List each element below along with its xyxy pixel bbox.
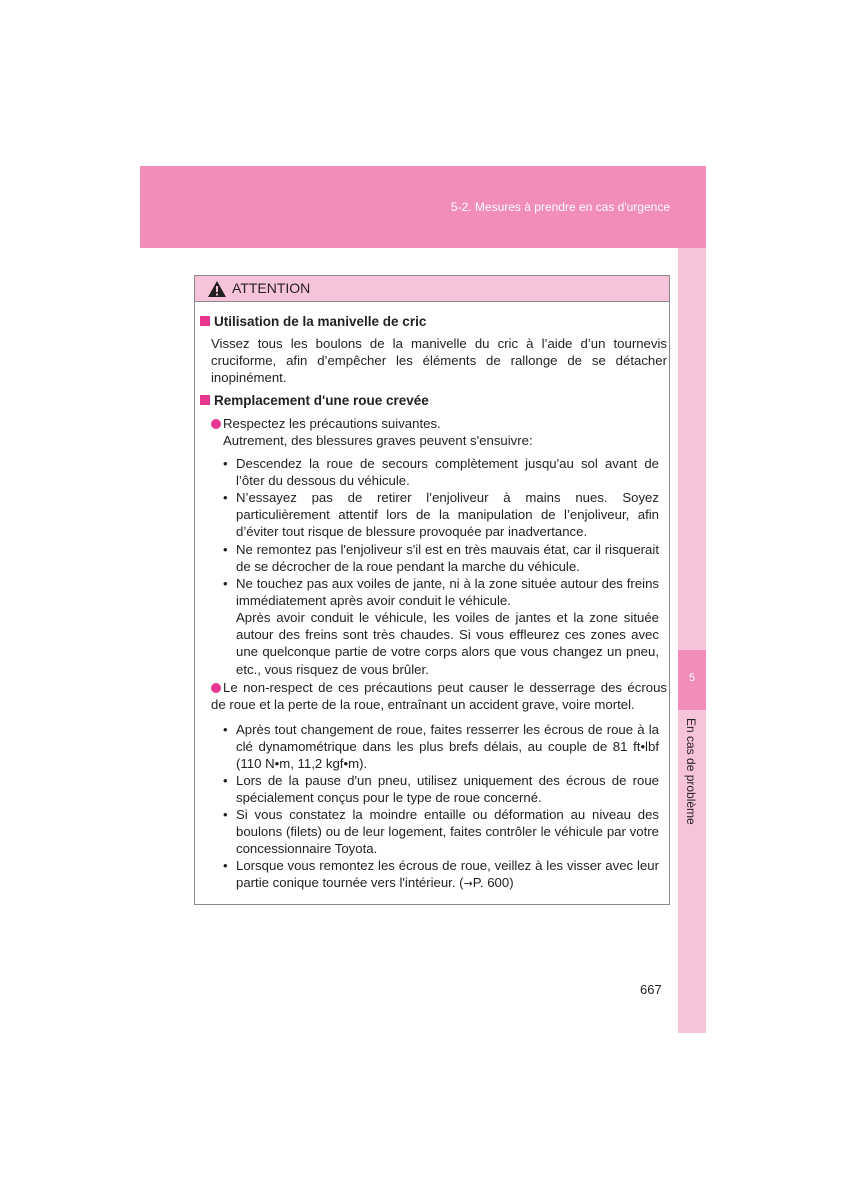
paragraph: Après avoir conduit le véhicule, les voiles de jantes et la zone située autour des freins sont très chaudes. Si vous effleurez ces zones avec une quelconque partie de votre corps alors que vous changez un pneu, etc., vous risquez de vous brûler. bbox=[236, 610, 659, 677]
page-reference[interactable]: P. 600) bbox=[472, 875, 514, 891]
paragraph: Vissez tous les boulons de la manivelle du cric à l’aide d’un tournevis cruciforme, afin d’empêcher les éléments de rallonge de se détacher inopinément. bbox=[211, 336, 667, 386]
list-item: • Après tout changement de roue, faites resserrer les écrous de roue à la clé dynamométrique dans les plus brefs délais, au couple de 81 ft•lbf (110 N•m, 11,2 kgf•m). bbox=[223, 722, 659, 772]
chapter-side-tab bbox=[678, 248, 706, 1033]
list-item: • Lorsque vous remontez les écrous de roue, veillez à les visser avec leur partie conique tournée vers l'intérieur. (→P. 600) bbox=[223, 858, 659, 891]
warning-triangle-icon bbox=[207, 280, 227, 298]
list-item: • Si vous constatez la moindre entaille ou déformation au niveau des boulons (filets) ou de leur logement, faites contrôler le véhicule par votre concessionnaire Toyota. bbox=[223, 807, 659, 857]
section-heading: Remplacement d'une roue crevée bbox=[200, 392, 429, 409]
list-item: • Ne remontez pas l'enjoliveur s'il est en très mauvais état, car il risquerait de se décrocher de la roue pendant la marche du véhicule. bbox=[223, 542, 659, 575]
warning-box bbox=[194, 275, 670, 905]
chapter-label: En cas de problème bbox=[684, 718, 698, 825]
section-header-band bbox=[140, 166, 706, 248]
list-item: • Ne touchez pas aux voiles de jante, ni à la zone située autour des freins immédiatement après avoir conduit le véhicule. bbox=[223, 576, 659, 609]
section-title: 5-2. Mesures à prendre en cas d'urgence bbox=[450, 200, 670, 214]
list-item: • Descendez la roue de secours complètement jusqu'au sol avant de l’ôter du dessous du véhicule. bbox=[223, 456, 659, 489]
circle-item: Respectez les précautions suivantes. bbox=[211, 415, 667, 432]
warning-title: ATTENTION bbox=[232, 280, 311, 296]
list-item: • Lors de la pause d'un pneu, utilisez uniquement des écrous de roue spécialement conçus pour le type de roue concerné. bbox=[223, 773, 659, 806]
circle-bullet-icon bbox=[211, 683, 221, 693]
square-bullet-icon bbox=[200, 316, 210, 326]
list-item: • N’essayez pas de retirer l’enjoliveur à mains nues. Soyez particulièrement attentif lors de la manipulation de l’enjoliveur, afin d’éviter tout risque de blessure provoquée par inadvertance. bbox=[223, 490, 659, 540]
circle-item: Le non-respect de ces précautions peut causer le desserrage des écrous de roue et la perte de la roue, entraînant un accident grave, voire mortel. bbox=[211, 680, 667, 713]
square-bullet-icon bbox=[200, 395, 210, 405]
warning-header bbox=[195, 276, 669, 302]
chapter-number: 5 bbox=[688, 672, 696, 684]
circle-bullet-icon bbox=[211, 419, 221, 429]
section-heading: Utilisation de la manivelle de cric bbox=[200, 313, 426, 330]
arrow-right-icon: → bbox=[463, 877, 473, 891]
paragraph: Autrement, des blessures graves peuvent s'ensuivre: bbox=[223, 433, 533, 448]
page-number: 667 bbox=[640, 982, 662, 997]
